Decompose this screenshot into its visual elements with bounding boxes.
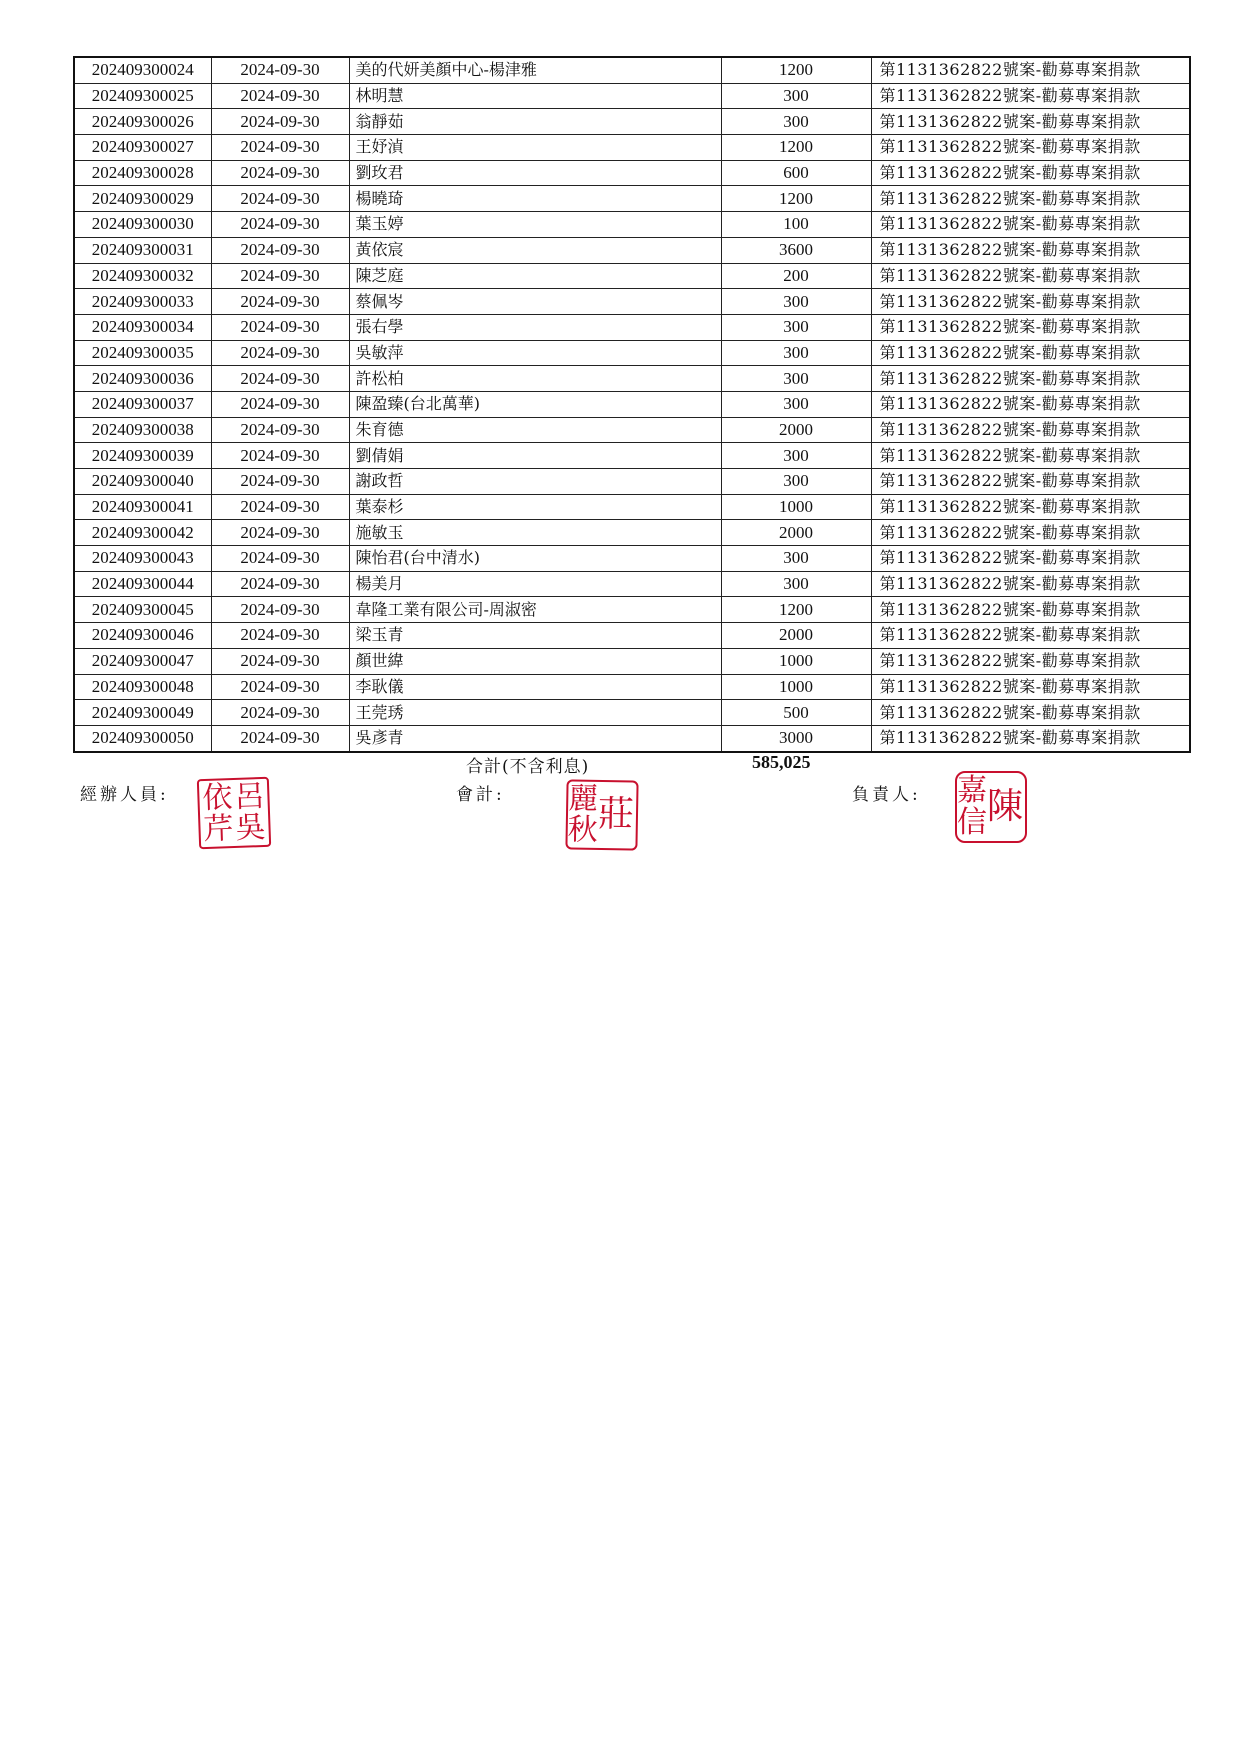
table-row <box>74 160 1190 186</box>
table-row <box>74 648 1190 674</box>
table-row <box>74 469 1190 495</box>
record-id-cell: 202409300039 <box>74 443 211 469</box>
record-id-cell: 202409300028 <box>74 160 211 186</box>
amount-cell: 1200 <box>721 186 871 212</box>
donor-name-cell: 吳彥青 <box>349 725 721 751</box>
note-cell: 第1131362822號案-勸募專案捐款 <box>871 237 1190 263</box>
note-cell: 第1131362822號案-勸募專案捐款 <box>871 160 1190 186</box>
note-cell: 第1131362822號案-勸募專案捐款 <box>871 109 1190 135</box>
amount-cell: 300 <box>721 340 871 366</box>
record-id-cell: 202409300032 <box>74 263 211 289</box>
amount-cell: 300 <box>721 443 871 469</box>
seal-char: 莊 <box>597 793 635 836</box>
donor-name-cell: 施敏玉 <box>349 520 721 546</box>
record-id-cell: 202409300041 <box>74 494 211 520</box>
amount-cell: 600 <box>721 160 871 186</box>
record-id-cell: 202409300048 <box>74 674 211 700</box>
note-cell: 第1131362822號案-勸募專案捐款 <box>871 494 1190 520</box>
record-id-cell: 202409300025 <box>74 83 211 109</box>
date-cell: 2024-09-30 <box>211 186 349 212</box>
date-cell: 2024-09-30 <box>211 212 349 238</box>
total-amount: 585,025 <box>752 752 811 772</box>
amount-cell: 300 <box>721 469 871 495</box>
total-label: 合計(不含利息) <box>466 757 590 777</box>
date-cell: 2024-09-30 <box>211 160 349 186</box>
table-row <box>74 674 1190 700</box>
note-cell: 第1131362822號案-勸募專案捐款 <box>871 186 1190 212</box>
table-row <box>74 571 1190 597</box>
date-cell: 2024-09-30 <box>211 546 349 572</box>
amount-cell: 300 <box>721 289 871 315</box>
donor-name-cell: 韋隆工業有限公司-周淑密 <box>349 597 721 623</box>
record-id-cell: 202409300040 <box>74 469 211 495</box>
amount-cell: 3600 <box>721 237 871 263</box>
donor-name-cell: 林明慧 <box>349 83 721 109</box>
seal-char: 吳 <box>234 809 267 846</box>
manager-label: 負責人: <box>852 785 921 805</box>
donor-name-cell: 葉泰杉 <box>349 494 721 520</box>
note-cell: 第1131362822號案-勸募專案捐款 <box>871 57 1190 83</box>
table-row <box>74 443 1190 469</box>
date-cell: 2024-09-30 <box>211 366 349 392</box>
donor-name-cell: 葉玉婷 <box>349 212 721 238</box>
record-id-cell: 202409300045 <box>74 597 211 623</box>
note-cell: 第1131362822號案-勸募專案捐款 <box>871 674 1190 700</box>
note-cell: 第1131362822號案-勸募專案捐款 <box>871 597 1190 623</box>
note-cell: 第1131362822號案-勸募專案捐款 <box>871 443 1190 469</box>
amount-cell: 300 <box>721 314 871 340</box>
note-cell: 第1131362822號案-勸募專案捐款 <box>871 289 1190 315</box>
amount-cell: 300 <box>721 366 871 392</box>
date-cell: 2024-09-30 <box>211 597 349 623</box>
date-cell: 2024-09-30 <box>211 391 349 417</box>
record-id-cell: 202409300037 <box>74 391 211 417</box>
seal-char: 信 <box>956 805 987 840</box>
date-cell: 2024-09-30 <box>211 443 349 469</box>
table-row <box>74 340 1190 366</box>
amount-cell: 2000 <box>721 417 871 443</box>
note-cell: 第1131362822號案-勸募專案捐款 <box>871 725 1190 751</box>
date-cell: 2024-09-30 <box>211 289 349 315</box>
record-id-cell: 202409300031 <box>74 237 211 263</box>
note-cell: 第1131362822號案-勸募專案捐款 <box>871 263 1190 289</box>
record-id-cell: 202409300044 <box>74 571 211 597</box>
amount-cell: 1200 <box>721 57 871 83</box>
table-row <box>74 546 1190 572</box>
amount-cell: 1000 <box>721 674 871 700</box>
record-id-cell: 202409300038 <box>74 417 211 443</box>
date-cell: 2024-09-30 <box>211 469 349 495</box>
amount-cell: 300 <box>721 391 871 417</box>
date-cell: 2024-09-30 <box>211 109 349 135</box>
amount-cell: 3000 <box>721 725 871 751</box>
manager-seal-stamp <box>955 771 1027 843</box>
note-cell: 第1131362822號案-勸募專案捐款 <box>871 571 1190 597</box>
date-cell: 2024-09-30 <box>211 57 349 83</box>
table-row <box>74 237 1190 263</box>
record-id-cell: 202409300029 <box>74 186 211 212</box>
note-cell: 第1131362822號案-勸募專案捐款 <box>871 83 1190 109</box>
table-row <box>74 186 1190 212</box>
date-cell: 2024-09-30 <box>211 135 349 161</box>
table-row <box>74 725 1190 751</box>
seal-char: 依 <box>201 779 234 816</box>
note-cell: 第1131362822號案-勸募專案捐款 <box>871 212 1190 238</box>
note-cell: 第1131362822號案-勸募專案捐款 <box>871 340 1190 366</box>
note-cell: 第1131362822號案-勸募專案捐款 <box>871 520 1190 546</box>
donor-name-cell: 王妤湞 <box>349 135 721 161</box>
donor-name-cell: 蔡佩岑 <box>349 289 721 315</box>
note-cell: 第1131362822號案-勸募專案捐款 <box>871 417 1190 443</box>
amount-cell: 2000 <box>721 520 871 546</box>
table-row <box>74 57 1190 83</box>
record-id-cell: 202409300047 <box>74 648 211 674</box>
donor-name-cell: 李耿儀 <box>349 674 721 700</box>
record-id-cell: 202409300026 <box>74 109 211 135</box>
date-cell: 2024-09-30 <box>211 571 349 597</box>
table-row <box>74 109 1190 135</box>
donor-name-cell: 陳怡君(台中清水) <box>349 546 721 572</box>
date-cell: 2024-09-30 <box>211 725 349 751</box>
table-row <box>74 83 1190 109</box>
amount-cell: 1200 <box>721 135 871 161</box>
date-cell: 2024-09-30 <box>211 340 349 366</box>
note-cell: 第1131362822號案-勸募專案捐款 <box>871 623 1190 649</box>
date-cell: 2024-09-30 <box>211 314 349 340</box>
donor-name-cell: 劉玫君 <box>349 160 721 186</box>
donor-name-cell: 顏世緯 <box>349 648 721 674</box>
record-id-cell: 202409300049 <box>74 700 211 726</box>
record-id-cell: 202409300027 <box>74 135 211 161</box>
accountant-label: 會計: <box>456 785 505 805</box>
donor-name-cell: 黃依宸 <box>349 237 721 263</box>
record-id-cell: 202409300030 <box>74 212 211 238</box>
seal-char: 呂 <box>233 778 266 815</box>
note-cell: 第1131362822號案-勸募專案捐款 <box>871 700 1190 726</box>
table-row <box>74 366 1190 392</box>
note-cell: 第1131362822號案-勸募專案捐款 <box>871 546 1190 572</box>
seal-char: 麗 <box>567 780 599 817</box>
donor-name-cell: 美的代妍美顏中心-楊津雅 <box>349 57 721 83</box>
table-row <box>74 623 1190 649</box>
amount-cell: 500 <box>721 700 871 726</box>
amount-cell: 300 <box>721 109 871 135</box>
record-id-cell: 202409300046 <box>74 623 211 649</box>
date-cell: 2024-09-30 <box>211 623 349 649</box>
donor-name-cell: 王莞琇 <box>349 700 721 726</box>
accountant-seal-stamp <box>565 779 638 850</box>
seal-char: 秋 <box>567 811 599 848</box>
seal-char: 芹 <box>202 810 235 847</box>
amount-cell: 100 <box>721 212 871 238</box>
donor-name-cell: 朱育德 <box>349 417 721 443</box>
table-row <box>74 212 1190 238</box>
date-cell: 2024-09-30 <box>211 494 349 520</box>
handler-label: 經辦人員: <box>80 785 169 805</box>
date-cell: 2024-09-30 <box>211 263 349 289</box>
table-row <box>74 520 1190 546</box>
table-row <box>74 700 1190 726</box>
date-cell: 2024-09-30 <box>211 674 349 700</box>
record-id-cell: 202409300042 <box>74 520 211 546</box>
date-cell: 2024-09-30 <box>211 520 349 546</box>
note-cell: 第1131362822號案-勸募專案捐款 <box>871 314 1190 340</box>
amount-cell: 300 <box>721 571 871 597</box>
amount-cell: 1200 <box>721 597 871 623</box>
handler-seal-stamp <box>197 777 271 849</box>
table-row <box>74 417 1190 443</box>
record-id-cell: 202409300033 <box>74 289 211 315</box>
donor-name-cell: 梁玉青 <box>349 623 721 649</box>
note-cell: 第1131362822號案-勸募專案捐款 <box>871 391 1190 417</box>
date-cell: 2024-09-30 <box>211 648 349 674</box>
amount-cell: 1000 <box>721 648 871 674</box>
table-row <box>74 597 1190 623</box>
record-id-cell: 202409300034 <box>74 314 211 340</box>
table-row <box>74 289 1190 315</box>
donor-name-cell: 楊美月 <box>349 571 721 597</box>
note-cell: 第1131362822號案-勸募專案捐款 <box>871 648 1190 674</box>
table-row <box>74 314 1190 340</box>
donor-name-cell: 謝政哲 <box>349 469 721 495</box>
donor-name-cell: 陳芝庭 <box>349 263 721 289</box>
donor-name-cell: 許松柏 <box>349 366 721 392</box>
seal-char: 嘉 <box>956 773 987 808</box>
table-row <box>74 135 1190 161</box>
table-row <box>74 391 1190 417</box>
seal-char: 陳 <box>986 786 1023 827</box>
record-id-cell: 202409300036 <box>74 366 211 392</box>
record-id-cell: 202409300043 <box>74 546 211 572</box>
donor-name-cell: 陳盈臻(台北萬華) <box>349 391 721 417</box>
donor-name-cell: 劉倩娟 <box>349 443 721 469</box>
amount-cell: 200 <box>721 263 871 289</box>
date-cell: 2024-09-30 <box>211 83 349 109</box>
note-cell: 第1131362822號案-勸募專案捐款 <box>871 135 1190 161</box>
donor-name-cell: 楊曉琦 <box>349 186 721 212</box>
ledger-body <box>74 57 1190 752</box>
donation-ledger-table <box>73 56 1191 753</box>
record-id-cell: 202409300035 <box>74 340 211 366</box>
donor-name-cell: 吳敏萍 <box>349 340 721 366</box>
date-cell: 2024-09-30 <box>211 237 349 263</box>
table-row <box>74 494 1190 520</box>
note-cell: 第1131362822號案-勸募專案捐款 <box>871 469 1190 495</box>
date-cell: 2024-09-30 <box>211 417 349 443</box>
amount-cell: 1000 <box>721 494 871 520</box>
record-id-cell: 202409300024 <box>74 57 211 83</box>
note-cell: 第1131362822號案-勸募專案捐款 <box>871 366 1190 392</box>
amount-cell: 2000 <box>721 623 871 649</box>
donor-name-cell: 張右學 <box>349 314 721 340</box>
table-row <box>74 263 1190 289</box>
amount-cell: 300 <box>721 83 871 109</box>
record-id-cell: 202409300050 <box>74 725 211 751</box>
date-cell: 2024-09-30 <box>211 700 349 726</box>
amount-cell: 300 <box>721 546 871 572</box>
donor-name-cell: 翁靜茹 <box>349 109 721 135</box>
